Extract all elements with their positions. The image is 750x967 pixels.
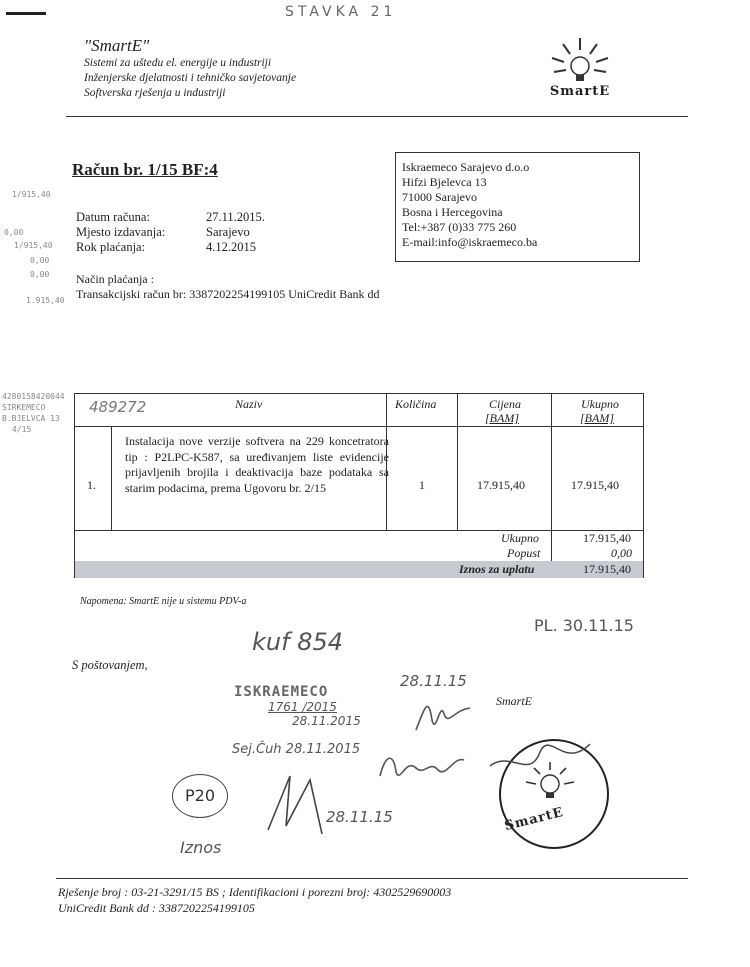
account-line: Transakcijski račun br: 3387202254199105 UniCredit Bank dd (76, 287, 380, 301)
company-line-1: Sistemi za uštedu el. energije u industriji (84, 57, 272, 69)
received-date: 28.11.2015 (292, 714, 361, 728)
row-qty: 1 (419, 478, 425, 492)
date-value: 27.11.2015. (206, 210, 265, 224)
buyer-line: Tel:+387 (0)33 775 260 (402, 220, 517, 234)
row-total: 17.915,40 (571, 478, 619, 492)
col-ukupno: Ukupno (581, 397, 619, 411)
circled-p20 (172, 774, 228, 818)
amount-due-label: Iznos za uplatu (459, 562, 535, 576)
handwritten-signed: Sej.Čuh 28.11.2015 (232, 742, 361, 757)
col-kolicina: Količina (395, 397, 437, 411)
company-stamp (470, 710, 638, 852)
handwritten-iznos: Iznos (180, 838, 222, 857)
payment-method-label: Način plaćanja : (76, 272, 154, 286)
stamp-top-text: SmartE (496, 694, 532, 708)
signature-scribble (376, 746, 468, 786)
footer (58, 884, 451, 916)
col-cijena-unit: [BAM] (485, 411, 519, 425)
logo-text: SmartE (549, 84, 611, 99)
footer-line-2: UniCredit Bank dd : 3387202254199105 (58, 901, 255, 915)
buyer-address-box (395, 152, 640, 262)
invoice-table (74, 393, 644, 578)
stamp-bottom-text: SmartE (503, 804, 566, 835)
company-line-2: Inženjerske djelatnosti i tehničko savjetovanje (84, 72, 297, 84)
amount-due-value: 17.915,40 (583, 562, 631, 576)
buyer-line: Hifzi Bjelevca 13 (402, 175, 487, 189)
amount-due-bar (75, 561, 643, 578)
handwritten-stavka: STAVKA 21 (285, 4, 397, 20)
row-price: 17.915,40 (477, 478, 525, 492)
company-name: "SmartE" (84, 36, 150, 55)
header-divider (66, 116, 688, 117)
regards: S poštovanjem, (72, 658, 148, 672)
left-margin-bleedthrough: 1/915,40 0,00 1/915,40 0,00 0,00 1.915,40 4280158420044 SIRKEMECO B.BJELVCA 13 4/15 (2, 190, 65, 434)
discount-label: Popust (507, 546, 541, 560)
handwritten-kuf: kuf 854 (252, 628, 343, 656)
due-label: Rok plaćanja: (76, 240, 146, 254)
invoice-title: Račun br. 1/15 BF:4 (72, 160, 218, 179)
company-header (84, 36, 296, 101)
handwritten-date-1: 28.11.15 (400, 672, 467, 690)
received-stamp-title: ISKRAEMECO (234, 684, 329, 700)
col-naziv: Naziv (235, 397, 263, 411)
signature-scribble (260, 770, 330, 840)
buyer-line: E-mail:info@iskraemeco.ba (402, 235, 538, 249)
date-label: Datum računa: (76, 210, 150, 224)
discount-value: 0,00 (611, 546, 632, 560)
p20-text: P20 (184, 786, 215, 805)
place-label: Mjesto izdavanja: (76, 225, 166, 239)
handwritten-date-3: 28.11.15 (326, 808, 393, 826)
col-cijena: Cijena (489, 397, 521, 411)
row-number: 1. (87, 478, 96, 492)
subtotal-label: Ukupno (501, 531, 539, 545)
buyer-line: Iskraemeco Sarajevo d.o.o (402, 160, 530, 174)
subtotal-value: 17.915,40 (583, 531, 631, 545)
buyer-line: 71000 Sarajevo (402, 190, 477, 204)
buyer-line: Bosna i Hercegovina (402, 205, 503, 219)
row-description: Instalacija nove verzije softvera na 229 koncetratora tip : P2LPC-K587, sa uređivanjem liste evidencije prijavljenih brojila i deaktivacija baze podataka sa starim podacima, prema Ugovoru br. 2/15 (125, 434, 389, 495)
company-line-3: Softverska rješenja u industriji (84, 87, 226, 99)
footer-divider (56, 878, 688, 879)
footer-line-1: Rješenje broj : 03-21-3291/15 BS ; Identifikacioni i porezni broj: 4302529690003 (58, 885, 452, 899)
handwritten-code: 489272 (89, 398, 147, 416)
received-number: 1761 /2015 (268, 700, 337, 714)
invoice-meta (76, 210, 265, 255)
handwritten-pl: PL. 30.11.15 (534, 616, 634, 635)
place-value: Sarajevo (206, 225, 250, 239)
payment-info (76, 272, 380, 302)
col-ukupno-unit: [BAM] (580, 411, 614, 425)
due-value: 4.12.2015 (206, 240, 256, 254)
vat-note: Napomena: SmartE nije u sistemu PDV-a (80, 596, 247, 607)
